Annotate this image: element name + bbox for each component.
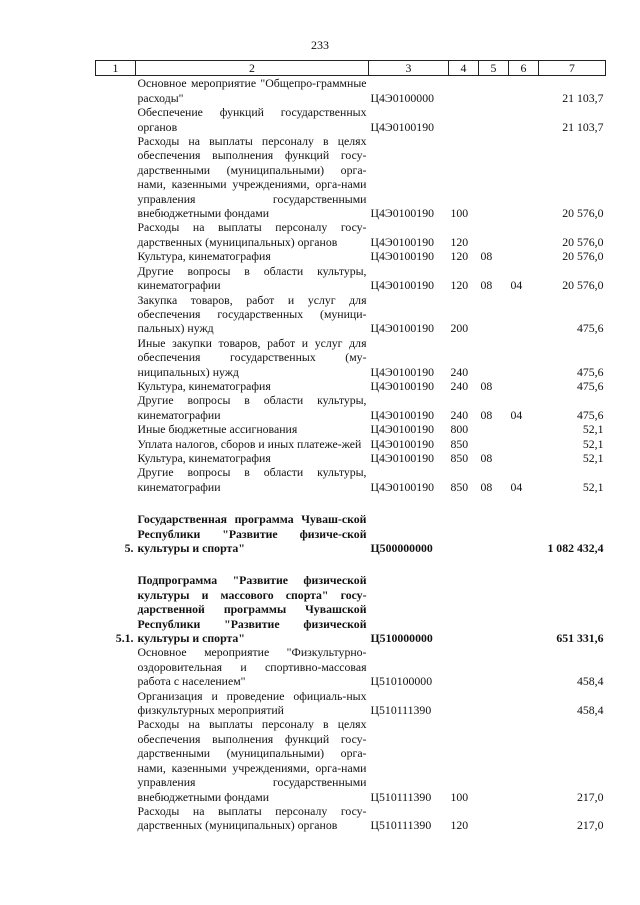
row-code: Ц4Э0100190: [370, 407, 434, 422]
column-header: 5: [479, 61, 509, 76]
row-subsection: 04: [510, 479, 523, 494]
row-number: [96, 293, 136, 336]
row-number: 5.: [124, 541, 134, 555]
row-number: [96, 379, 136, 393]
row-number: [96, 76, 136, 105]
table-row: [96, 105, 606, 134]
row-code: Ц4Э0100190: [370, 234, 434, 249]
row-name: Уплата налогов, сборов и иных платеже-жей: [137, 436, 362, 451]
row-name: Обеспечение функций государственных органов: [137, 105, 367, 134]
row-code: Ц4Э0100190: [370, 321, 434, 336]
row-number: [96, 336, 136, 379]
table-row: [96, 422, 606, 436]
row-subsection: [509, 293, 539, 336]
row-subsection: [509, 512, 539, 555]
row-code: Ц4Э0100190: [370, 206, 434, 221]
row-number: [96, 264, 136, 293]
table-row: [96, 645, 606, 688]
row-number: [96, 717, 136, 803]
table-row: [96, 804, 606, 833]
column-header: 7: [539, 61, 606, 76]
row-amount: 217,0: [576, 789, 604, 804]
row-amount: 20 576,0: [562, 206, 604, 221]
table-row: [96, 573, 606, 645]
row-number: 5.1.: [115, 631, 134, 646]
row-subsection: [509, 717, 539, 803]
column-header: 2: [136, 61, 369, 76]
row-name: Закупка товаров, работ и услуг для обеспечения государственных (муници-пальных) нужд: [137, 292, 367, 336]
row-section: 08: [480, 249, 493, 264]
row-code: Ц510111390: [370, 818, 432, 833]
column-header: 6: [509, 61, 539, 76]
table-row: [96, 717, 606, 803]
row-subsection: [509, 689, 539, 718]
row-amount: 20 576,0: [562, 278, 604, 293]
row-expense-type: 120: [450, 278, 469, 293]
row-section: [479, 512, 509, 555]
row-amount: 52,1: [582, 422, 604, 437]
row-section: [479, 689, 509, 718]
table-header: [96, 61, 606, 76]
row-section: [479, 645, 509, 688]
row-code: Ц4Э0100190: [370, 422, 434, 437]
row-amount: 52,1: [582, 450, 604, 465]
table-row: [96, 264, 606, 293]
table-body: [96, 76, 606, 833]
row-section: [479, 437, 509, 451]
table-row: [96, 465, 606, 494]
row-expense-type: [449, 689, 479, 718]
row-name: Подпрограмма "Развитие физической культуры и массового спорта" госу-дарственной программы Чувашской Республики "Развитие физической культуры и спорта": [137, 573, 367, 646]
row-amount: 458,4: [576, 674, 604, 689]
row-subsection: [509, 249, 539, 263]
row-name: Основное мероприятие "Общепро-граммные расходы": [137, 76, 367, 105]
row-name: Другие вопросы в области культуры, кинематографии: [137, 393, 367, 422]
row-number: [96, 465, 136, 494]
row-subsection: [509, 437, 539, 451]
row-amount: 21 103,7: [562, 119, 604, 134]
row-code: Ц4Э0100000: [370, 90, 434, 105]
row-amount: 217,0: [576, 818, 604, 833]
row-number: [96, 134, 136, 220]
row-expense-type: 120: [450, 234, 469, 249]
row-number: [96, 804, 136, 833]
row-subsection: [509, 76, 539, 105]
row-subsection: [509, 645, 539, 688]
row-amount: 458,4: [576, 703, 604, 718]
row-number: [96, 249, 136, 263]
row-name: Культура, кинематография: [137, 450, 271, 465]
row-expense-type: [449, 645, 479, 688]
row-section: [479, 336, 509, 379]
row-expense-type: 240: [450, 364, 469, 379]
row-name: Расходы на выплаты персоналу в целях обеспечения выполнения функций госу-дарственными (муниципальными) орга-нами, казенными учреждениями, орга-нами управления государственными внебюджетными фондами: [137, 134, 367, 221]
row-expense-type: 120: [450, 249, 469, 264]
row-amount: 20 576,0: [562, 234, 604, 249]
row-expense-type: 100: [450, 789, 469, 804]
row-name: Другие вопросы в области культуры, кинематографии: [137, 263, 367, 293]
row-name: Иные закупки товаров, работ и услуг для обеспечения государственных (му-ниципальных) нужд: [137, 335, 367, 379]
row-name: Иные бюджетные ассигнования: [137, 422, 298, 437]
row-subsection: [509, 379, 539, 393]
row-section: [479, 422, 509, 436]
row-code: Ц4Э0100190: [370, 249, 434, 264]
row-amount: 1 082 432,4: [547, 541, 604, 555]
table-row: [96, 393, 606, 422]
table-row: [96, 379, 606, 393]
row-name: Основное мероприятие "Физкультурно-оздоровительная и спортивно-массовая работа с населением": [137, 645, 367, 689]
row-number: [96, 220, 136, 249]
row-expense-type: [449, 76, 479, 105]
row-code: Ц4Э0100190: [370, 119, 434, 134]
row-number: [96, 393, 136, 422]
row-section: [479, 804, 509, 833]
row-number: [96, 451, 136, 465]
row-number: [96, 689, 136, 718]
column-header: 1: [96, 61, 136, 76]
row-subsection: [509, 336, 539, 379]
row-section: [479, 220, 509, 249]
row-name: Организация и проведение официаль-ных физкультурных мероприятий: [137, 688, 367, 718]
spacer-row: [96, 555, 606, 573]
row-expense-type: [449, 512, 479, 555]
page-number: 233: [311, 38, 329, 52]
row-code: Ц500000000: [370, 541, 433, 555]
row-name: Государственная программа Чуваш-ской Республики "Развитие физиче-ской культуры и спорта": [137, 512, 367, 555]
row-expense-type: 100: [450, 206, 469, 221]
row-amount: 475,6: [576, 364, 604, 379]
row-amount: 21 103,7: [562, 90, 604, 105]
row-subsection: [509, 451, 539, 465]
row-section: [479, 134, 509, 220]
row-section: 08: [480, 479, 493, 494]
row-number: [96, 422, 136, 436]
table-row: [96, 76, 606, 105]
spacer-cell: [96, 494, 606, 512]
row-number: [96, 105, 136, 134]
row-code: Ц4Э0100190: [370, 278, 434, 293]
row-expense-type: 240: [450, 378, 469, 393]
row-code: Ц4Э0100190: [370, 479, 434, 494]
table-row: [96, 451, 606, 465]
row-subsection: [509, 220, 539, 249]
row-amount: 52,1: [582, 436, 604, 451]
table-row: [96, 249, 606, 263]
row-amount: 475,6: [576, 378, 604, 393]
column-header: 3: [369, 61, 449, 76]
row-section: [479, 573, 509, 645]
row-section: 08: [480, 278, 493, 293]
row-section: [479, 293, 509, 336]
row-name: Расходы на выплаты персоналу госу-дарственных (муниципальных) органов: [137, 220, 367, 249]
row-name: Культура, кинематография: [137, 378, 271, 393]
budget-table: [95, 60, 606, 833]
table-row: [96, 336, 606, 379]
spacer-row: [96, 494, 606, 512]
row-amount: 475,6: [576, 321, 604, 336]
column-header: 4: [449, 61, 479, 76]
header-row: [96, 61, 606, 76]
row-section: 08: [480, 450, 493, 465]
row-expense-type: 200: [450, 321, 469, 336]
row-expense-type: 800: [450, 422, 469, 437]
row-subsection: 04: [510, 278, 523, 293]
row-expense-type: 240: [450, 407, 469, 422]
row-code: Ц4Э0100190: [370, 450, 434, 465]
table-row: [96, 437, 606, 451]
row-code: Ц510000000: [370, 631, 433, 646]
row-subsection: [509, 422, 539, 436]
row-expense-type: 850: [450, 450, 469, 465]
row-expense-type: 850: [450, 479, 469, 494]
row-section: [479, 717, 509, 803]
row-code: Ц4Э0100190: [370, 364, 434, 379]
row-amount: 651 331,6: [556, 631, 604, 646]
row-section: 08: [480, 407, 493, 422]
row-section: [479, 76, 509, 105]
row-expense-type: 120: [450, 818, 469, 833]
table-row: [96, 134, 606, 220]
row-section: 08: [480, 378, 493, 393]
row-code: Ц510100000: [370, 674, 433, 689]
table-row: [96, 293, 606, 336]
row-subsection: [509, 134, 539, 220]
row-expense-type: [449, 105, 479, 134]
row-expense-type: [449, 573, 479, 645]
row-name: Культура, кинематография: [137, 249, 271, 264]
row-name: Расходы на выплаты персоналу госу-дарственных (муниципальных) органов: [137, 803, 367, 833]
row-number: [96, 645, 136, 688]
row-amount: 20 576,0: [562, 249, 604, 264]
table-row: [96, 689, 606, 718]
row-code: Ц510111390: [370, 703, 432, 718]
row-subsection: 04: [510, 407, 523, 422]
row-name: Расходы на выплаты персоналу в целях обеспечения выполнения функций госу-дарственными (муниципальными) орга-нами, казенными учреждениями, орга-нами управления государственными внебюджетными фондами: [137, 717, 367, 804]
row-code: Ц510111390: [370, 789, 432, 804]
row-subsection: [509, 804, 539, 833]
spacer-cell: [96, 555, 606, 573]
row-name: Другие вопросы в области культуры, кинематографии: [137, 465, 367, 494]
row-expense-type: 850: [450, 436, 469, 451]
row-code: Ц4Э0100190: [370, 378, 434, 393]
row-amount: 475,6: [576, 407, 604, 422]
row-code: Ц4Э0100190: [370, 436, 434, 451]
table-row: [96, 220, 606, 249]
table-row: [96, 512, 606, 555]
row-amount: 52,1: [582, 479, 604, 494]
row-section: [479, 105, 509, 134]
row-subsection: [509, 573, 539, 645]
row-subsection: [509, 105, 539, 134]
row-number: [96, 437, 136, 451]
